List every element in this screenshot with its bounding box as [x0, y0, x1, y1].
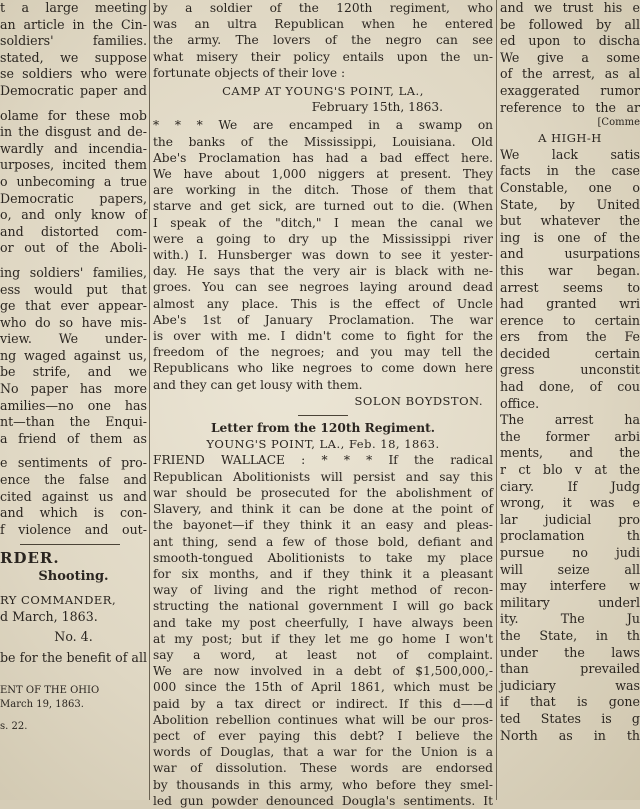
- text-line: and which is con-: [0, 505, 147, 521]
- text-line: * * * We are encamped in a swamp on: [153, 118, 493, 133]
- column-rule-right: [496, 0, 497, 800]
- divider: [298, 415, 348, 416]
- text-line: wardly and incendia-: [0, 140, 147, 156]
- text-line: Slavery, and think it can be done at the point of: [153, 502, 493, 517]
- text-line: soldiers' families.: [0, 33, 147, 49]
- dateline-1: CAMP AT YOUNG'S POINT, LA.,: [222, 84, 424, 99]
- text-line: arrest seems to: [500, 279, 640, 295]
- text-line: the banks of the Mississippi, Louisiana. Old: [153, 134, 493, 149]
- text-line: ments, and the: [500, 445, 640, 461]
- text-line: if that is gone: [500, 694, 640, 710]
- text-line: Abe's 1st of January Proclamation. The war: [153, 312, 493, 327]
- text-line: war should be prosecuted for the abolishment of: [153, 485, 493, 500]
- text-line: ing is one of the: [500, 229, 640, 245]
- text-line: ng waged against us,: [0, 347, 147, 363]
- text-line: No paper has more: [0, 381, 147, 397]
- text-line: who do so have mis-: [0, 314, 147, 330]
- divider: [20, 544, 120, 545]
- text-line: ciary. If Judg: [500, 478, 640, 494]
- text-line: under the laws: [500, 644, 640, 660]
- commercial-credit: [Comme: [597, 117, 640, 129]
- text-line: way of living and the right method of recon-: [153, 583, 493, 598]
- text-line: words of Douglas, that a war for the Union is a: [153, 745, 493, 760]
- text-line: but whatever the: [500, 213, 640, 229]
- text-line: a friend of them as: [0, 430, 147, 446]
- text-line: I speak of the "ditch," I mean the canal we: [153, 215, 493, 230]
- text-line: day. He says that the very air is black with ne-: [153, 264, 493, 279]
- text-line: Democratic papers,: [0, 190, 147, 206]
- text-line: ing soldiers' families,: [0, 264, 147, 280]
- text-line: We give a some: [500, 49, 640, 65]
- text-line: erence to certain: [500, 312, 640, 328]
- text-line: stated, we suppose: [0, 49, 147, 65]
- text-line: urposes, incited them: [0, 157, 147, 173]
- text-line: o unbecoming a true: [0, 173, 147, 189]
- text-line: were a going to dry up the Mississippi river: [153, 231, 493, 246]
- text-line: what misery their policy entails upon the un-: [153, 49, 493, 64]
- text-line: f violence and out-: [0, 521, 147, 537]
- text-line: starve and get sick, are turned out to die. (When: [153, 199, 493, 214]
- text-line: the army. The lovers of the negro can see: [153, 33, 493, 48]
- text-line: and distorted com-: [0, 223, 147, 239]
- text-line: ence the false and: [0, 472, 147, 488]
- text-line: proclamation th: [500, 528, 640, 544]
- ohio-date: March 19, 1863.: [0, 699, 84, 711]
- text-line: Republicans who like negroes to come down here: [153, 361, 493, 376]
- text-line: r ct blo v at the: [500, 462, 640, 478]
- text-line: view. We under-: [0, 331, 147, 347]
- right-column-text-2: [500, 147, 640, 744]
- text-line: pect of ever paying this debt? I believe the: [153, 728, 493, 743]
- text-line: is over with me. I didn't come to fight for the: [153, 329, 493, 344]
- left-bottom-line: s. 22.: [0, 721, 28, 733]
- text-line: an article in the Cin-: [0, 16, 147, 32]
- text-line: We have about 1,000 niggers at present. They: [153, 167, 493, 182]
- text-line: cited against us and: [0, 488, 147, 504]
- text-line: Constable, one o: [500, 179, 640, 195]
- text-line: We are now involved in a debt of $1,500,000,-: [153, 664, 493, 679]
- text-line: ant thing, send a few of those bold, defiant and: [153, 534, 493, 549]
- text-line: and we trust his e: [500, 0, 640, 15]
- text-line: and usurpations: [500, 246, 640, 262]
- text-line: war of dissolution. These words are endorsed: [153, 761, 493, 776]
- text-line: with.) I. Hunsberger was down to see it yester-: [153, 248, 493, 263]
- text-line: nt—than the Enqui-: [0, 414, 147, 430]
- text-line: amilies—no one has: [0, 397, 147, 413]
- text-line: the State, in th: [500, 627, 640, 643]
- dateline-1-date: February 15th, 1863.: [311, 100, 443, 115]
- text-line: lar judicial pro: [500, 511, 640, 527]
- text-line: State, by United: [500, 196, 640, 212]
- right-subheading: A HIGH-H: [538, 131, 602, 146]
- text-line: t a large meeting: [0, 0, 147, 15]
- text-line: [0, 257, 147, 265]
- text-line: by a soldier of the 120th regiment, who: [153, 1, 493, 15]
- text-line: 000 since the 15th of April 1861, which must be: [153, 680, 493, 695]
- text-line: than prevailed: [500, 661, 640, 677]
- letter-2-text: [153, 452, 493, 808]
- text-line: in the disgust and de-: [0, 124, 147, 140]
- text-line: pursue no judi: [500, 545, 640, 560]
- text-line: groes. You can see negroes laying around dead: [153, 280, 493, 295]
- text-line: ity. The Ju: [500, 611, 640, 627]
- text-line: decided certain: [500, 345, 640, 361]
- text-line: say a word, at least not of complaint.: [153, 647, 493, 662]
- left-heading: RDER.: [0, 549, 60, 568]
- text-line: FRIEND WALLACE : * * * If the radical: [153, 453, 493, 468]
- middle-column: [153, 0, 493, 808]
- text-line: Abolition rebellion continues what will be our pros-: [153, 712, 493, 727]
- text-line: Abe's Proclamation has had a bad effect here.: [153, 150, 493, 165]
- order-number: No. 4.: [54, 629, 93, 645]
- text-line: wrong, it was e: [500, 495, 640, 511]
- text-line: be followed by all: [500, 16, 640, 32]
- text-line: military underl: [500, 594, 640, 610]
- text-line: led gun powder denounced Dougla's sentiments. It: [153, 793, 493, 808]
- text-line: may interfere w: [500, 578, 640, 594]
- benefit-line: be for the benefit of all: [0, 649, 147, 665]
- intro-text: [153, 0, 493, 81]
- commander-line: RY COMMANDER,: [0, 593, 117, 607]
- text-line: had granted wri: [500, 296, 640, 312]
- right-column: [500, 0, 640, 800]
- letter-2-title: Letter from the 120th Regiment.: [210, 421, 435, 436]
- text-line: fortunate objects of their love :: [153, 65, 346, 80]
- text-line: reference to the ar: [500, 99, 640, 115]
- text-line: e sentiments of pro-: [0, 455, 147, 471]
- text-line: smooth-tongued Abolitionists to take my place: [153, 550, 493, 565]
- text-line: judiciary was: [500, 677, 640, 693]
- text-line: structing the national government I will go back: [153, 599, 493, 614]
- text-line: of the arrest, as al: [500, 66, 640, 82]
- text-line: and take my post cheerfully, I have always been: [153, 615, 493, 630]
- text-line: se soldiers who were: [0, 66, 147, 82]
- text-line: olame for these mob: [0, 107, 147, 123]
- text-line: are working in the ditch. Those of them that: [153, 183, 493, 198]
- text-line: ge that ever appear-: [0, 298, 147, 314]
- text-line: North as in th: [500, 727, 640, 743]
- text-line: The arrest ha: [500, 412, 640, 428]
- text-line: will seize all: [500, 561, 640, 577]
- text-line: freedom of the negroes; and you may tell the: [153, 345, 493, 360]
- text-line: [0, 447, 147, 455]
- letter-1-text: [153, 117, 493, 392]
- text-line: ted States is g: [500, 710, 640, 726]
- text-line: ed upon to discha: [500, 33, 640, 49]
- right-column-text: [500, 0, 640, 116]
- left-column: [0, 0, 147, 800]
- text-line: o, and only know of: [0, 207, 147, 223]
- left-column-text: [0, 0, 147, 538]
- text-line: for six months, and if they think it a pleasant: [153, 566, 493, 581]
- signature-1: SOLON BOYDSTON.: [354, 393, 483, 408]
- text-line: We lack satis: [500, 146, 640, 162]
- text-line: be strife, and we: [0, 364, 147, 380]
- text-line: office.: [500, 395, 540, 411]
- text-line: was an ultra Republican when he entered: [153, 17, 493, 32]
- text-line: or out of the Aboli-: [0, 240, 147, 256]
- text-line: almost any place. This is the effect of Uncle: [153, 296, 493, 311]
- text-line: ess would put that: [0, 281, 147, 297]
- text-line: exaggerated rumor: [500, 82, 640, 98]
- text-line: this war began.: [500, 262, 640, 278]
- text-line: at my post; but if they let me go home I won't: [153, 631, 493, 646]
- text-line: and they can get lousy with them.: [153, 377, 363, 392]
- text-line: Republican Abolitionists will persist and say this: [153, 469, 493, 484]
- dateline-2: YOUNG'S POINT, LA., Feb. 18, 1863.: [206, 437, 440, 452]
- text-line: the former arbi: [500, 428, 640, 444]
- text-line: paid by a tax direct or indirect. If this d——d: [153, 696, 493, 711]
- text-line: ers from the Fe: [500, 329, 640, 345]
- text-line: facts in the case: [500, 163, 640, 179]
- text-line: had done, of cou: [500, 379, 640, 395]
- ohio-line: ENT OF THE OHIO: [0, 685, 100, 697]
- text-line: by thousands in this army, who before they smel-: [153, 777, 493, 792]
- left-subheading: Shooting.: [38, 569, 109, 585]
- text-line: the bayonet—if they think it an easy and pleas-: [153, 518, 493, 533]
- commander-date: d March, 1863.: [0, 608, 98, 624]
- column-rule-left: [149, 0, 150, 800]
- text-line: gress unconstit: [500, 362, 640, 378]
- text-line: [0, 100, 147, 108]
- text-line: Democratic paper and: [0, 82, 147, 98]
